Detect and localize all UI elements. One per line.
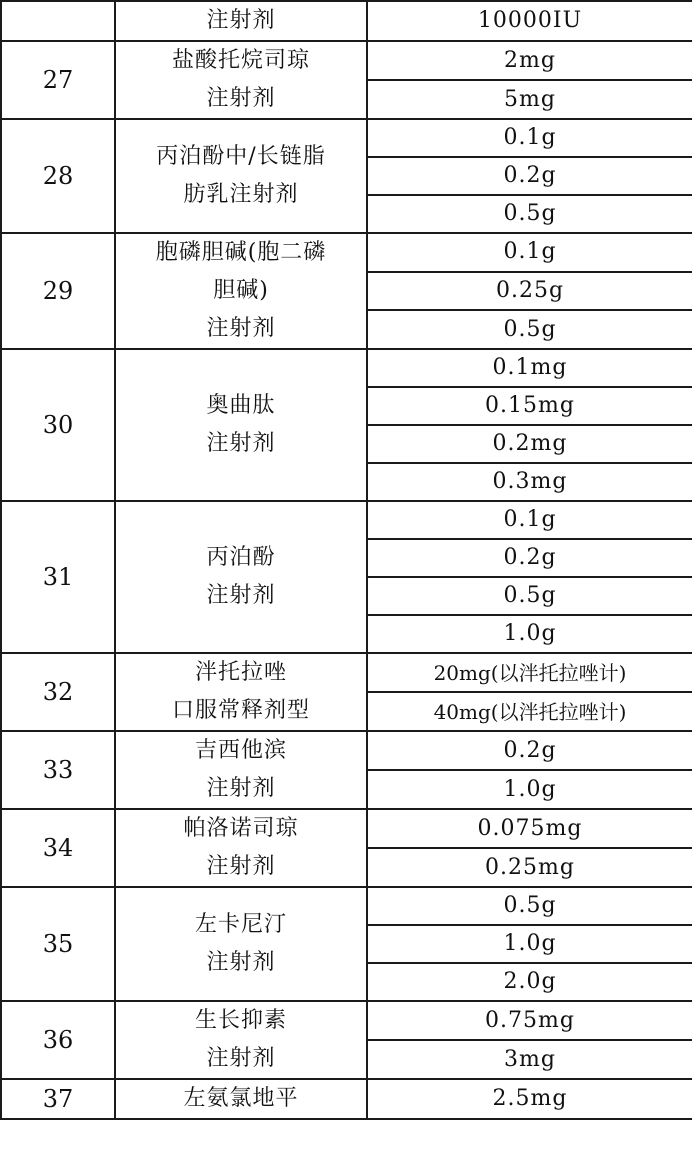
- row-index-cell: 36: [1, 1001, 115, 1079]
- drug-name-line: 奥曲肽: [206, 393, 276, 418]
- drug-name-line: 注射剂: [206, 431, 276, 456]
- spec-cell: 0.25g: [367, 272, 692, 311]
- spec-cell: 0.75mg: [367, 1001, 692, 1040]
- drug-name-line: 肪乳注射剂: [183, 182, 299, 207]
- drug-name-line: 注射剂: [206, 950, 276, 975]
- table-row: [1, 887, 692, 925]
- drug-name-line: 注射剂: [206, 316, 276, 341]
- spec-cell: 0.1g: [367, 233, 692, 272]
- spec-cell: 0.5g: [367, 577, 692, 615]
- row-index-cell: 27: [1, 41, 115, 119]
- spec-cell: 0.1g: [367, 119, 692, 157]
- table-row: [1, 1001, 692, 1040]
- drug-name-cell: [115, 501, 367, 653]
- drug-name-line: 注射剂: [206, 1046, 276, 1071]
- drug-name-cell: [115, 233, 367, 349]
- spec-cell: 2mg: [367, 41, 692, 80]
- drug-name-cell: [115, 731, 367, 809]
- table-row: [1, 119, 692, 157]
- drug-name-cell: [115, 41, 367, 119]
- row-index-cell: 29: [1, 233, 115, 349]
- row-index-cell: 31: [1, 501, 115, 653]
- drug-name-cell: [115, 1079, 367, 1119]
- drug-name-line: 注射剂: [206, 854, 276, 879]
- table-row: [1, 41, 692, 80]
- drug-name-line: 左氨氯地平: [183, 1086, 299, 1111]
- drug-name-line: 吉西他滨: [194, 738, 287, 763]
- drug-name-cell: [115, 1, 367, 41]
- drug-name-cell: [115, 809, 367, 887]
- row-index-cell: 33: [1, 731, 115, 809]
- spec-cell: 0.2g: [367, 731, 692, 770]
- table-row: [1, 501, 692, 539]
- drug-name-cell: [115, 1001, 367, 1079]
- spec-cell: 0.25mg: [367, 848, 692, 887]
- spec-cell: 0.5g: [367, 310, 692, 349]
- spec-cell: 0.3mg: [367, 463, 692, 501]
- table-row: [1, 653, 692, 692]
- drug-name-line: 帕洛诺司琼: [183, 816, 299, 841]
- spec-cell: 40mg(以泮托拉唑计): [367, 692, 692, 731]
- spec-cell: 0.5g: [367, 887, 692, 925]
- drug-name-cell: [115, 653, 367, 731]
- spec-cell: 2.0g: [367, 963, 692, 1001]
- drug-name-line: 丙泊酚中/长链脂: [156, 144, 326, 169]
- row-index-cell: 37: [1, 1079, 115, 1119]
- spec-cell: 0.5g: [367, 195, 692, 233]
- spec-cell: 5mg: [367, 80, 692, 119]
- spec-cell: 1.0g: [367, 770, 692, 809]
- drug-name-line: 生长抑素: [194, 1008, 287, 1033]
- table-row: [1, 1, 692, 41]
- spec-cell: 0.1mg: [367, 349, 692, 387]
- drug-name-line: 盐酸托烷司琼: [171, 48, 310, 73]
- row-index-cell: 28: [1, 119, 115, 233]
- drug-name-line: 胆碱): [213, 278, 269, 303]
- drug-name-line: 注射剂: [206, 86, 276, 111]
- drug-name-line: 口服常释剂型: [171, 698, 310, 723]
- table-row: [1, 233, 692, 272]
- spec-cell: 0.15mg: [367, 387, 692, 425]
- spec-cell: 3mg: [367, 1040, 692, 1079]
- drug-name-line: 丙泊酚: [206, 545, 276, 570]
- table-row: [1, 731, 692, 770]
- spec-cell: 20mg(以泮托拉唑计): [367, 653, 692, 692]
- spec-cell: 0.075mg: [367, 809, 692, 848]
- drug-name-cell: [115, 119, 367, 233]
- drug-name-line: 注射剂: [206, 583, 276, 608]
- row-index-cell: 32: [1, 653, 115, 731]
- drug-name-line: 注射剂: [206, 776, 276, 801]
- spec-cell: 0.2g: [367, 539, 692, 577]
- drug-name-line: 胞磷胆碱(胞二磷: [155, 240, 327, 265]
- spec-cell: 1.0g: [367, 925, 692, 963]
- drug-name-cell: [115, 349, 367, 501]
- drug-name-line: 注射剂: [206, 8, 276, 33]
- table-row: [1, 1079, 692, 1119]
- table-body: [1, 1, 692, 1119]
- row-index-cell: 35: [1, 887, 115, 1001]
- table-row: [1, 809, 692, 848]
- row-index-cell: [1, 1, 115, 41]
- row-index-cell: 30: [1, 349, 115, 501]
- spec-cell: 2.5mg: [367, 1079, 692, 1119]
- spec-cell: 1.0g: [367, 615, 692, 653]
- drug-name-line: 左卡尼汀: [194, 912, 287, 937]
- spec-cell: 0.1g: [367, 501, 692, 539]
- spec-cell: 10000IU: [367, 1, 692, 41]
- spec-cell: 0.2mg: [367, 425, 692, 463]
- drug-name-line: 泮托拉唑: [194, 660, 287, 685]
- drug-name-cell: [115, 887, 367, 1001]
- spec-cell: 0.2g: [367, 157, 692, 195]
- row-index-cell: 34: [1, 809, 115, 887]
- table-row: [1, 349, 692, 387]
